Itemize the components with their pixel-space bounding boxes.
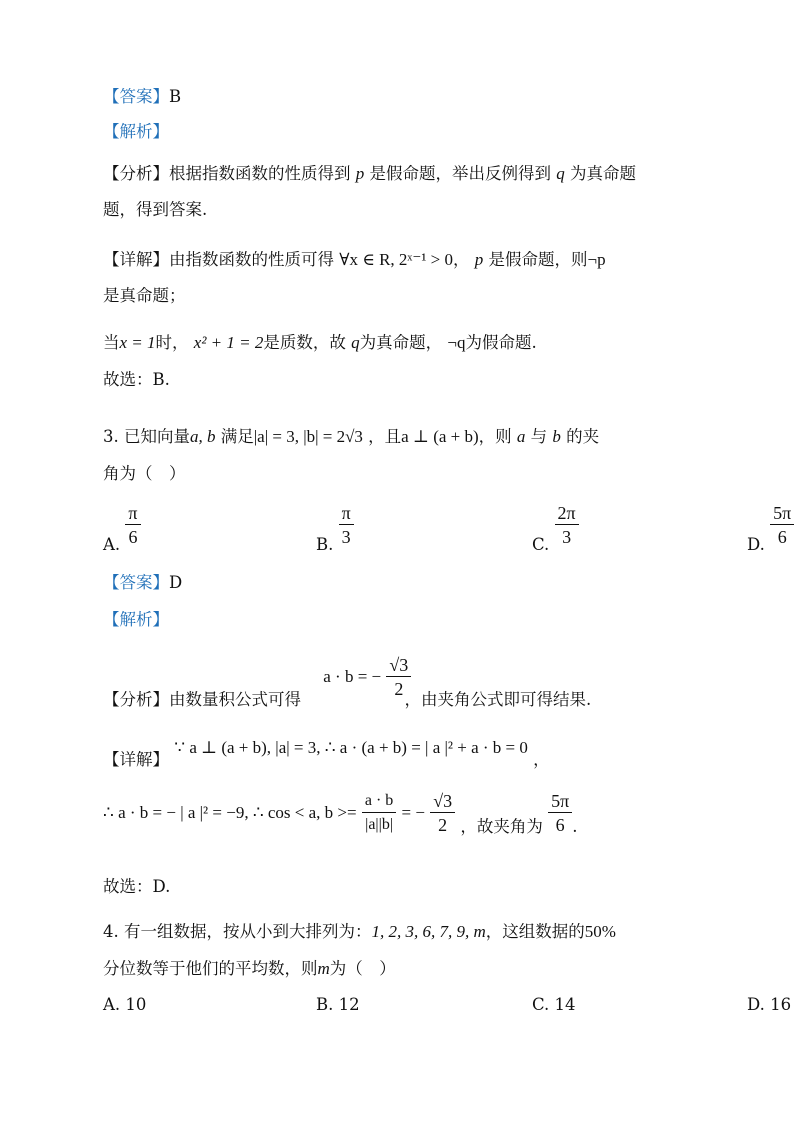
q2-fenxi-line-1: 【分析】根据指数函数的性质得到 p 是假命题，举出反例得到 q 为真命题 bbox=[103, 164, 636, 183]
q2-xiangjie-line-1: 【详解】由指数函数的性质可得 ∀x ∈ R, 2ˣ⁻¹ > 0， p 是假命题，则¬p bbox=[103, 250, 606, 269]
xiangjie-formula-2: ∴ a · b = − | a |² = −9, ∴ cos < a, b >= bbox=[103, 803, 357, 822]
q3-stem-line-1: 3. 已知向量a, b 满足|a| = 3, |b| = 2√3 ，且a ⊥ (a + b)，则 a 与 b 的夹 bbox=[103, 427, 600, 446]
xiangjie-formula-1: ∵ a ⊥ (a + b), |a| = 3, ∴ a · (a + b) = | a |² + a · b = 0 bbox=[174, 738, 528, 757]
q3-analysis-tag: 【解析】 bbox=[103, 610, 169, 629]
option-d-fraction: $\frac{5\pi}{6}$ bbox=[770, 502, 794, 549]
q4-option-b[interactable]: B. 12 bbox=[316, 995, 360, 1014]
fenxi-tag: 【分析】 bbox=[103, 164, 169, 183]
magnitude-condition: |a| = 3, |b| = 2√3 bbox=[253, 427, 363, 446]
var-q: q bbox=[556, 164, 565, 183]
q3-fenxi-text: 【分析】由数量积公式可得 ，由夹角公式即可得结果. bbox=[103, 690, 592, 709]
option-c[interactable]: C. $\frac{2\pi}{3}$ bbox=[532, 502, 579, 554]
q4-option-c[interactable]: C. 14 bbox=[532, 995, 576, 1014]
result-fraction: $\frac{√3}{2}$ bbox=[430, 790, 455, 837]
option-a[interactable]: A. $\frac{\pi}{6}$ bbox=[103, 502, 141, 554]
q2-select: 故选：B. bbox=[103, 370, 170, 389]
x-eq-1: x = 1 bbox=[119, 333, 156, 352]
var-p: p bbox=[355, 164, 365, 183]
q2-answer-line bbox=[103, 86, 181, 108]
not-p: ¬p bbox=[587, 250, 606, 269]
dot-fraction: $\frac{√3}{2}$ bbox=[386, 654, 411, 701]
x-squared-formula: x² + 1 = 2 bbox=[193, 333, 264, 352]
fenxi-tag: 【分析】 bbox=[103, 690, 169, 709]
option-b-fraction: $\frac{\pi}{3}$ bbox=[339, 502, 354, 549]
forall-formula: ∀x ∈ R, 2ˣ⁻¹ > 0 bbox=[339, 250, 454, 269]
option-d[interactable]: D. $\frac{5\pi}{6}$ bbox=[747, 502, 794, 554]
q3-xiangjie-line-1: 【详解】 ∵ a ⊥ (a + b), |a| = 3, ∴ a · (a + b) = | a |² + a · b = 0 ， bbox=[103, 738, 550, 769]
dot-formula-lhs: a · b = − bbox=[323, 667, 382, 686]
q4-stem-line-1: 4. 有一组数据，按从小到大排列为：1, 2, 3, 6, 7, 9, m，这组数据的50% bbox=[103, 922, 616, 941]
answer-value: B bbox=[169, 87, 182, 106]
q4-option-a[interactable]: A. 10 bbox=[103, 995, 147, 1014]
option-c-fraction: $\frac{2\pi}{3}$ bbox=[555, 502, 579, 549]
var-m: m bbox=[317, 959, 330, 978]
q2-analysis-tag: 【解析】 bbox=[103, 122, 169, 141]
answer-value: D bbox=[169, 573, 183, 592]
answer-tag: 【答案】 bbox=[103, 573, 169, 592]
q3-stem-line-2: 角为（ ） bbox=[103, 464, 186, 483]
cos-fraction: $\frac{a \cdot b}{|a||b|}$ bbox=[362, 790, 396, 837]
q3-xiangjie-line-2: ∴ a · b = − | a |² = −9, ∴ cos < a, b >= $\frac{a \cdot b}{|a||b|}$ = − $\frac{√3}{2}$ ，故夹角为 $\frac{5\pi}{6}$ . bbox=[103, 791, 578, 836]
angle-fraction: $\frac{5\pi}{6}$ bbox=[548, 790, 572, 837]
q3-select: 故选：D. bbox=[103, 877, 171, 896]
option-b[interactable]: B. $\frac{\pi}{3}$ bbox=[316, 502, 354, 554]
q2-xiangjie-line-3: 当x = 1时， x² + 1 = 2是质数，故 q为真命题， ¬q为假命题. bbox=[103, 333, 537, 352]
vec-ab: a, b bbox=[190, 427, 216, 446]
q3-answer-line bbox=[103, 572, 182, 594]
q4-stem-line-2: 分位数等于他们的平均数，则m为（ ） bbox=[103, 959, 396, 978]
not-q: ¬q bbox=[447, 333, 466, 352]
percent: 50% bbox=[584, 922, 616, 941]
xiangjie-tag: 【详解】 bbox=[103, 250, 169, 269]
q2-fenxi-line-2: 题，得到答案. bbox=[103, 200, 208, 219]
q4-option-d[interactable]: D. 16 bbox=[747, 995, 792, 1014]
q2-xiangjie-line-2: 是真命题； bbox=[103, 286, 186, 305]
xiangjie-tag: 【详解】 bbox=[103, 750, 169, 769]
answer-tag: 【答案】 bbox=[103, 87, 169, 106]
option-a-fraction: $\frac{\pi}{6}$ bbox=[125, 502, 140, 549]
data-list: 1, 2, 3, 6, 7, 9, m bbox=[371, 922, 486, 941]
perp-condition: a ⊥ (a + b) bbox=[401, 427, 479, 446]
